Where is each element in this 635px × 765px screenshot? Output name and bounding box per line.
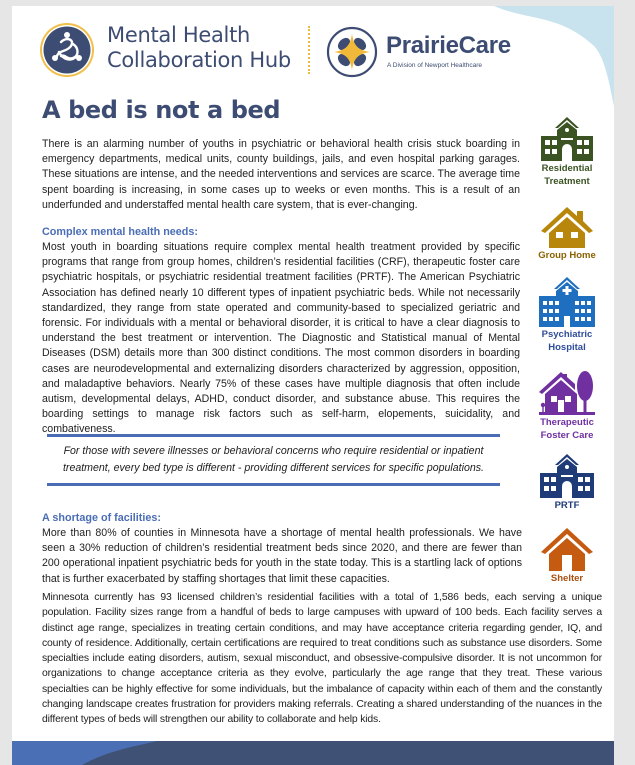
closing-paragraph: Minnesota currently has 93 licensed children’s residential facilities with a total of 1,586 beds, each serving a unique population. Facility sizes range from a handful of beds to large campuses with upward of 100 beds. Each facility serves a distinct age range, specializes in treating certain conditions, and may have acceptance criteria regarding gender, IQ, and county of residence. Additionally, certain certifications are required to treat conditions such as substance use disorders. Some specialties include eating disorders, autism, sexual misconduct, and obsessive-compulsive disorder. It is not uncommon for organizations to change acceptance criteria as they evolve, particularly the age range that they treat. These various specialties can be highly effective for some individuals, but the imbalance of capacity within each of them and the constantly changing landscape creates frustration for providers making referrals. Creating a shared understanding of the nuances in the different types of beds will strengthen our ability to collaborate and help kids. <box>42 592 602 726</box>
bed-type-label: Hospital <box>548 342 586 353</box>
partner-subtitle: A Division of Newport Healthcare <box>387 62 483 69</box>
hub-title-line1: Mental Health <box>107 23 251 47</box>
hospital-icon <box>537 276 597 328</box>
bed-type-residential-treatment <box>529 116 605 188</box>
house-with-tree-icon <box>537 368 597 416</box>
school-building-icon <box>538 453 596 499</box>
bed-type-label: Therapeutic <box>540 417 594 428</box>
partner-name: PrairieCare <box>386 32 511 59</box>
header-dotted-divider <box>308 26 310 74</box>
bed-type-label: Shelter <box>550 573 584 584</box>
callout-quote: For those with severe illnesses or behavioral concerns who require residential or inpatient treatment, every bed type is different - providing different services for specific populations. <box>47 434 500 486</box>
hub-title <box>107 23 291 73</box>
section-body: More than 80% of counties in Minnesota have a shortage of mental health professionals. We have seen a 30% reduction of children’s residential treatment beds since 2020, and there are fewer than 200 operational inpatient psychiatric beds for youth in the state today. This is a startling lack of options that is further exacerbated by staffing shortages that limit these capacities. <box>42 527 522 585</box>
bed-type-label: Treatment <box>544 176 590 187</box>
page-title: A bed is not a bed <box>42 96 281 124</box>
bed-type-shelter <box>529 526 605 585</box>
bed-type-label: Group Home <box>538 250 596 261</box>
section-body: Most youth in boarding situations require complex mental health treatment provided by specific programs that range from group homes, children’s residential facilities (CRF), therapeutic foster care psychiatric hospitals, or psychiatric residential treatment facilities (PRTF). The American Psychiatric Association has defined nearly 10 different types of inpatient psychiatric beds. While not necessarily standardized, they range from state operated and community-based to specialized geriatric and forensic. For individuals with a mental or behavioral disorder, it is critical to have a clear diagnosis to understand the best treatment or intervention. The Diagnostic and Statistical manual of Mental Diseases (DSM) details more than 300 distinct conditions. The most common disorders in boarding cases are neurodevelopmental and externalizing disorders characterized by aggression, opposition, and maladaptive behaviors. Nearly 75% of these cases have multiple diagnosis that often include autism, developmental delays, ADHD, conduct disorder, and substance abuse. This requires the boarding settings to manage risk factors such as self-harm, elopements, suicidality, and combativeness. <box>42 241 520 436</box>
section-heading: A shortage of facilities: <box>42 512 161 524</box>
hub-logo-icon <box>39 22 95 78</box>
section-shortage <box>42 511 522 587</box>
bed-type-prtf <box>529 453 605 512</box>
bed-type-label: Psychiatric <box>541 329 593 340</box>
intro-paragraph: There is an alarming number of youths in psychiatric or behavioral health crisis stuck boarding in emergency departments, medical units, county buildings, jails, and even hospital parking garages. These situations are intense, and the needed interventions and services are scarce. The average time spent boarding is increasing, in some cases up to weeks or even months. This is a result of an underfunded and understaffed mental health care system, that is ever-changing. <box>42 138 520 211</box>
footer-wave-decoration <box>12 741 614 765</box>
section-heading: Complex mental health needs: <box>42 226 198 238</box>
bed-type-label: Foster Care <box>540 430 594 441</box>
house-icon <box>539 526 595 572</box>
house-icon <box>539 205 595 249</box>
section-complex-needs <box>42 225 520 438</box>
bed-type-group-home <box>529 205 605 262</box>
prairiecare-logo-icon <box>326 26 378 78</box>
school-building-icon <box>539 116 595 162</box>
bed-type-psychiatric-hospital <box>529 276 605 354</box>
bed-type-label: PRTF <box>554 500 580 511</box>
hub-title-line2: Collaboration Hub <box>107 48 291 72</box>
bed-type-therapeutic-foster-care <box>529 368 605 442</box>
footer-band <box>12 741 614 765</box>
bed-type-label: Residential <box>541 163 593 174</box>
document-page <box>12 6 614 765</box>
